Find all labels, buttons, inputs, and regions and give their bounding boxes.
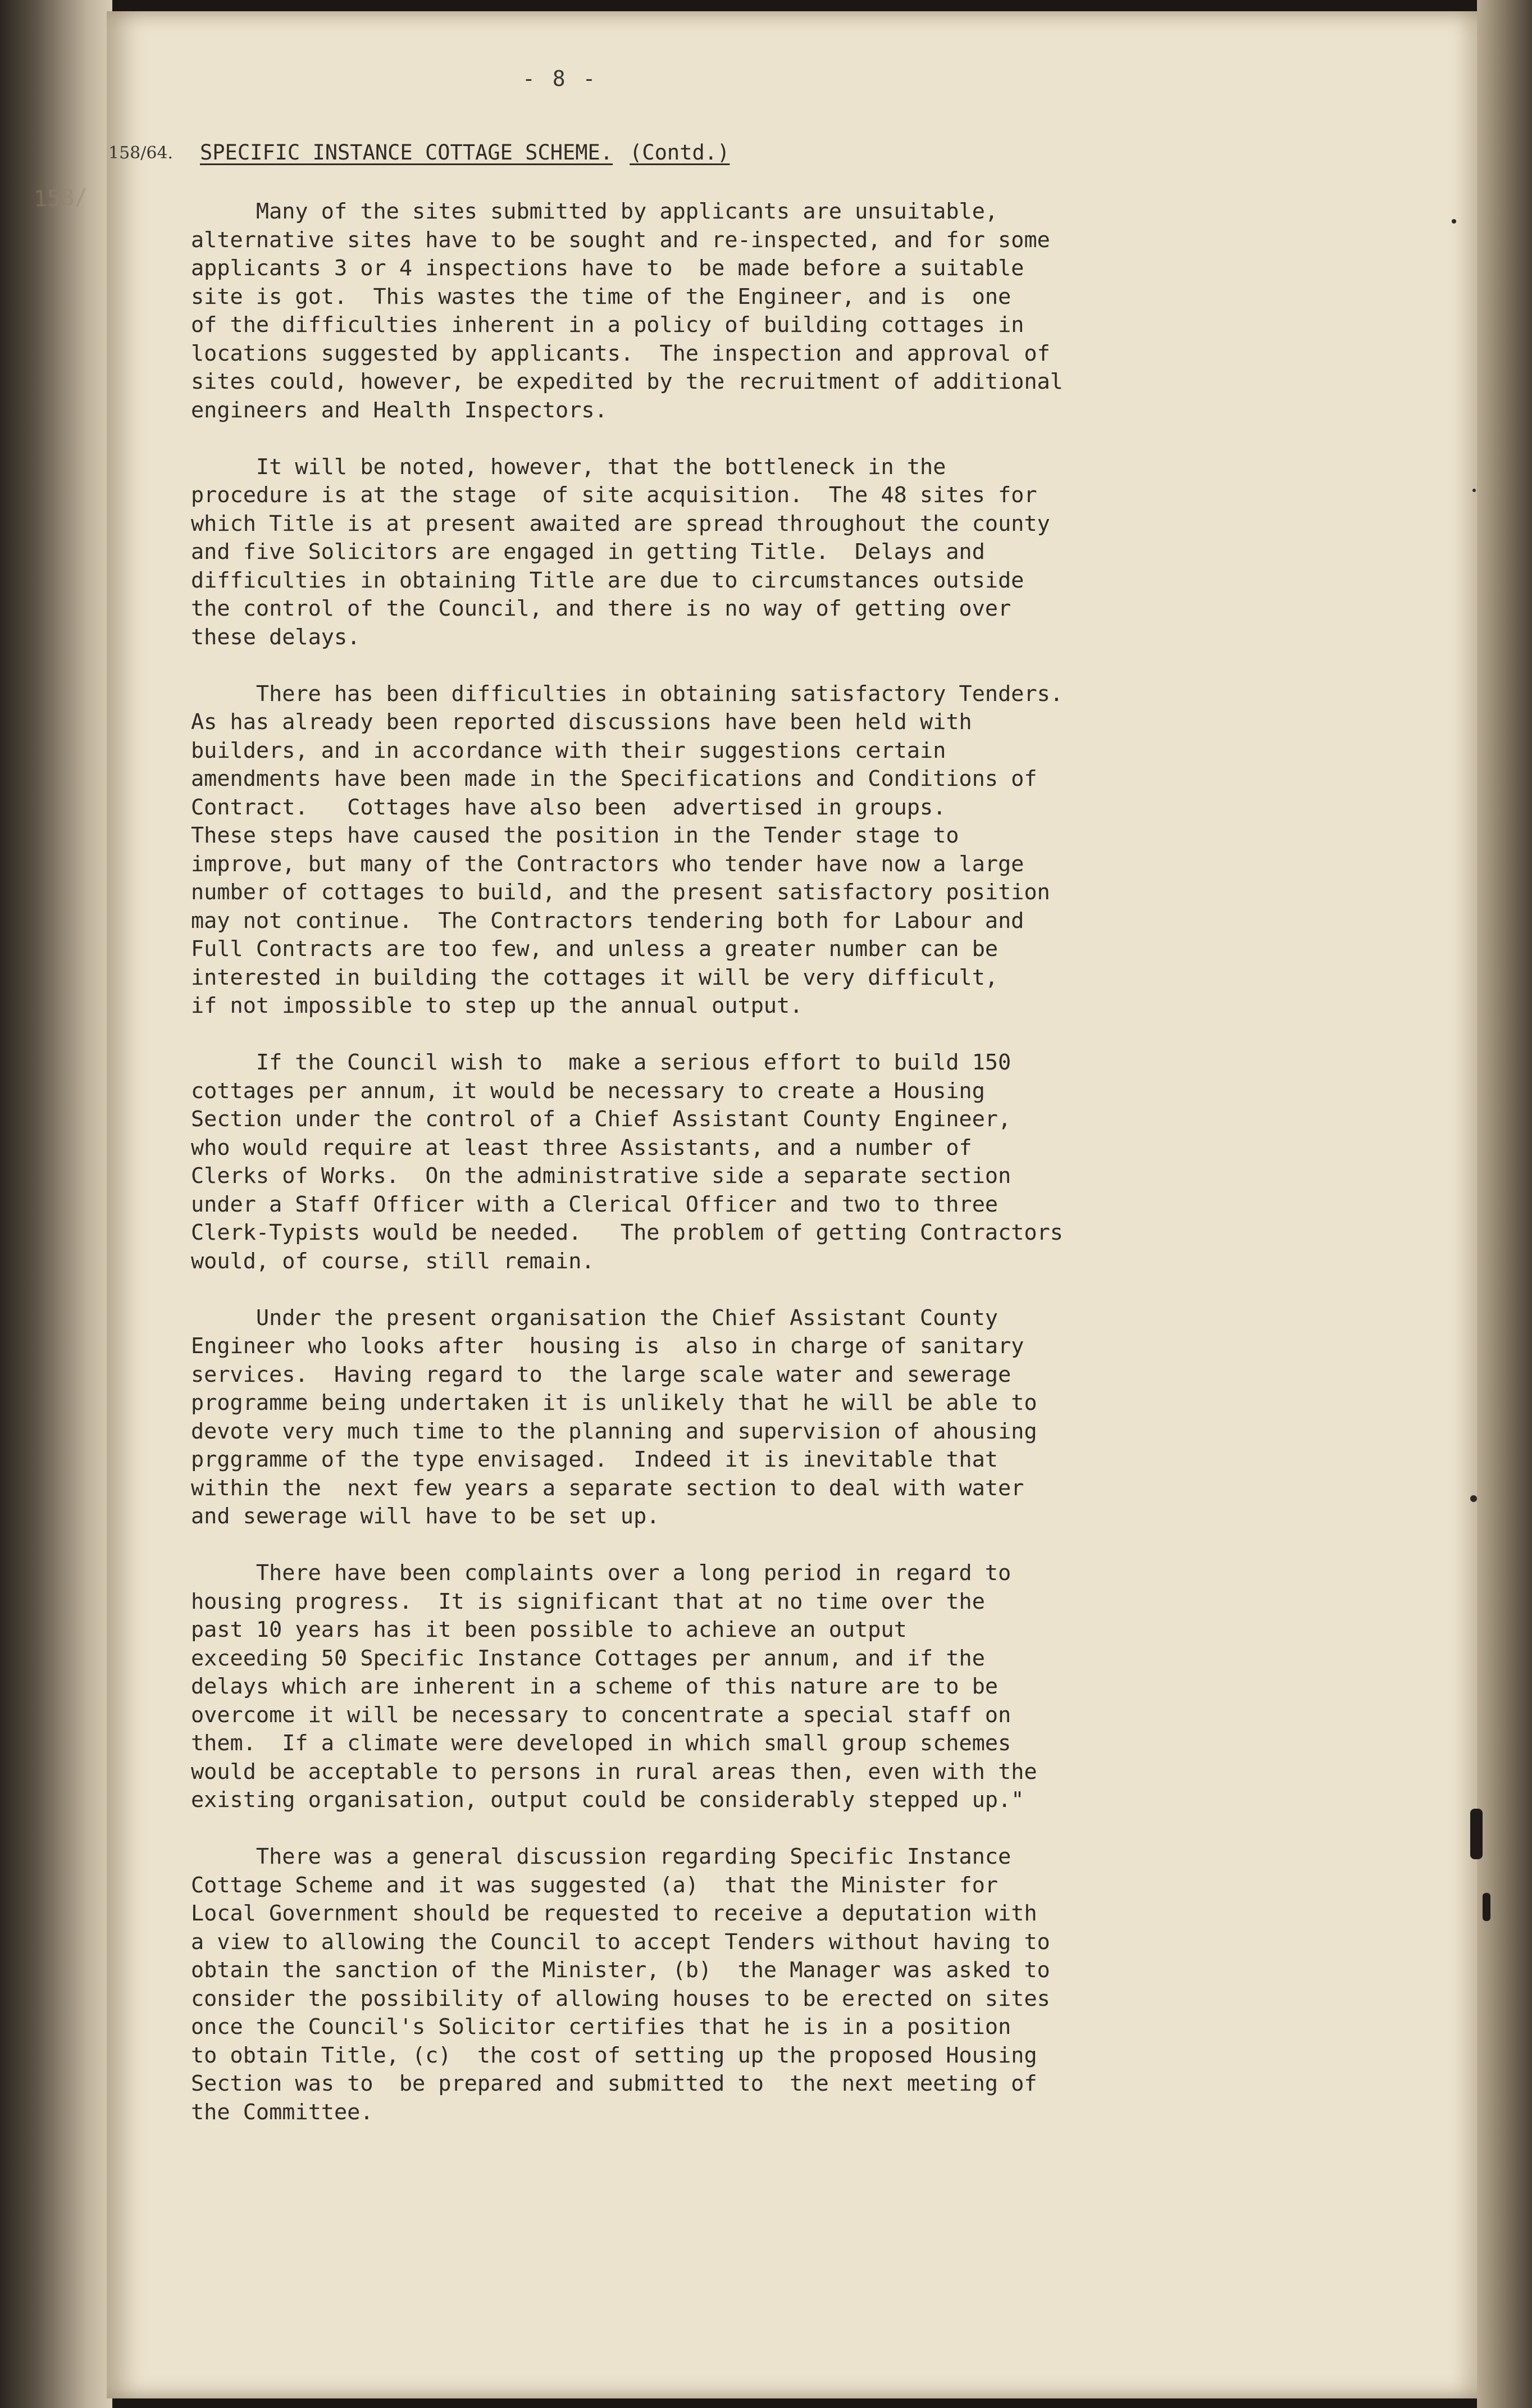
text-line: and sewerage will have to be set up. <box>191 1504 660 1529</box>
text-line: would, of course, still remain. <box>191 1248 595 1274</box>
text-line: which Title is at present awaited are spread throughout the county <box>191 511 1050 536</box>
text-line: difficulties in obtaining Title are due to circumstances outside <box>191 567 1024 593</box>
text-line: consider the possibility of allowing houses to be erected on sites <box>191 1986 1050 2011</box>
bleed-through-text: 158/ <box>33 184 89 212</box>
text-line: improve, but many of the Contractors who tender have now a large <box>191 851 1024 877</box>
text-line: these delays. <box>191 624 361 650</box>
text-line: services. Having regard to the large scale water and sewerage <box>191 1362 1011 1387</box>
text-line: Clerks of Works. On the administrative side a separate section <box>191 1163 1011 1189</box>
paragraph-tenders <box>191 680 1426 1021</box>
text-line: and five Solicitors are engaged in getting Title. Delays and <box>191 539 985 565</box>
text-line: the control of the Council, and there is no way of getting over <box>191 596 1011 621</box>
text-line: to obtain Title, (c) the cost of setting up the proposed Housing <box>191 2042 1037 2068</box>
text-line: Cottage Scheme and it was suggested (a) that the Minister for <box>191 1872 998 1898</box>
text-line: exceeding 50 Specific Instance Cottages per annum, and if the <box>191 1645 985 1671</box>
text-line: There have been complaints over a long period in regard to <box>191 1560 1011 1586</box>
text-line: amendments have been made in the Specifications and Conditions of <box>191 766 1037 791</box>
text-line: the Committee. <box>191 2099 373 2125</box>
book-edge-right <box>1477 0 1532 2408</box>
section-heading <box>200 140 729 165</box>
text-line: Many of the sites submitted by applicants are unsuitable, <box>191 199 998 224</box>
text-line: sites could, however, be expedited by the recruitment of additional <box>191 369 1063 394</box>
text-line: site is got. This wastes the time of the Engineer, and is one <box>191 284 1011 309</box>
text-line: once the Council's Solicitor certifies that he is in a position <box>191 2014 1011 2040</box>
text-line: cottages per annum, it would be necessary to create a Housing <box>191 1078 985 1104</box>
paragraph-discussion <box>191 1843 1426 2127</box>
heading-title: SPECIFIC INSTANCE COTTAGE SCHEME. <box>200 140 613 165</box>
body-text <box>191 198 1426 2155</box>
text-line: Under the present organisation the Chief Assistant County <box>191 1305 998 1331</box>
text-line: locations suggested by applicants. The inspection and approval of <box>191 340 1050 366</box>
book-gutter-left <box>0 0 112 2408</box>
text-line: who would require at least three Assistants, and a number of <box>191 1135 972 1160</box>
text-line: them. If a climate were developed in which small group schemes <box>191 1731 1011 1756</box>
text-line: Engineer who looks after housing is also in charge of sanitary <box>191 1333 1024 1359</box>
text-line: As has already been reported discussions have been held with <box>191 709 972 735</box>
text-line: Full Contracts are too few, and unless a greater number can be <box>191 936 998 962</box>
text-line: past 10 years has it been possible to achieve an output <box>191 1617 907 1642</box>
text-line: applicants 3 or 4 inspections have to be made before a suitable <box>191 256 1024 281</box>
text-line: There was a general discussion regarding Specific Instance <box>191 1844 1011 1869</box>
text-line: under a Staff Officer with a Clerical Officer and two to three <box>191 1191 998 1217</box>
paragraph-site-acquisition <box>191 453 1426 652</box>
text-line: obtain the sanction of the Minister, (b) the Manager was asked to <box>191 1958 1050 1983</box>
margin-speck <box>1472 489 1476 492</box>
text-line: These steps have caused the position in the Tender stage to <box>191 823 959 848</box>
text-line: of the difficulties inherent in a policy of building cottages in <box>191 312 1024 338</box>
text-line: procedure is at the stage of site acquisition. The 48 sites for <box>191 482 1037 508</box>
text-line: If the Council wish to make a serious effort to build 150 <box>191 1050 1011 1075</box>
text-line: It will be noted, however, that the bottleneck in the <box>191 454 946 480</box>
text-line: Contract. Cottages have also been advertised in groups. <box>191 794 946 820</box>
text-line: within the next few years a separate section to deal with water <box>191 1475 1024 1501</box>
text-line: may not continue. The Contractors tendering both for Labour and <box>191 908 1024 934</box>
text-line: programme being undertaken it is unlikely that he will be able to <box>191 1390 1037 1415</box>
text-line: interested in building the cottages it will be very difficult, <box>191 964 998 990</box>
text-line: devote very much time to the planning and supervision of ahousing <box>191 1418 1037 1444</box>
text-line: There has been difficulties in obtaining satisfactory Tenders. <box>191 681 1063 707</box>
paragraph-site-suitability <box>191 198 1426 425</box>
heading-continued: (Contd.) <box>630 140 730 165</box>
text-line: engineers and Health Inspectors. <box>191 397 608 423</box>
paragraph-complaints <box>191 1559 1426 1815</box>
page-number: - 8 - <box>522 66 598 91</box>
margin-speck <box>1470 1495 1477 1502</box>
paragraph-housing-section <box>191 1049 1426 1276</box>
text-line: a view to allowing the Council to accept Tenders without having to <box>191 1929 1050 1955</box>
text-line: existing organisation, output could be considerably stepped up." <box>191 1787 1024 1813</box>
text-line: builders, and in accordance with their suggestions certain <box>191 738 946 763</box>
ink-blot <box>1483 1893 1490 1921</box>
text-line: alternative sites have to be sought and re-inspected, and for some <box>191 227 1050 253</box>
text-line: if not impossible to step up the annual output. <box>191 993 803 1018</box>
text-line: prggramme of the type envisaged. Indeed it is inevitable that <box>191 1447 998 1472</box>
text-line: number of cottages to build, and the present satisfactory position <box>191 880 1050 905</box>
ink-blot <box>1470 1809 1483 1859</box>
text-line: delays which are inherent in a scheme of this nature are to be <box>191 1674 998 1699</box>
paragraph-organisation <box>191 1304 1426 1531</box>
text-line: would be acceptable to persons in rural areas then, even with the <box>191 1759 1037 1785</box>
text-line: Clerk-Typists would be needed. The problem of getting Contractors <box>191 1220 1063 1245</box>
text-line: Local Government should be requested to receive a deputation with <box>191 1901 1037 1926</box>
minute-reference: 158/64. <box>108 143 174 163</box>
margin-speck <box>1452 219 1456 224</box>
text-line: overcome it will be necessary to concentrate a special staff on <box>191 1702 1011 1728</box>
text-line: Section was to be prepared and submitted to the next meeting of <box>191 2071 1037 2096</box>
text-line: housing progress. It is significant that at no time over the <box>191 1588 985 1614</box>
text-line: Section under the control of a Chief Assistant County Engineer, <box>191 1107 1011 1132</box>
